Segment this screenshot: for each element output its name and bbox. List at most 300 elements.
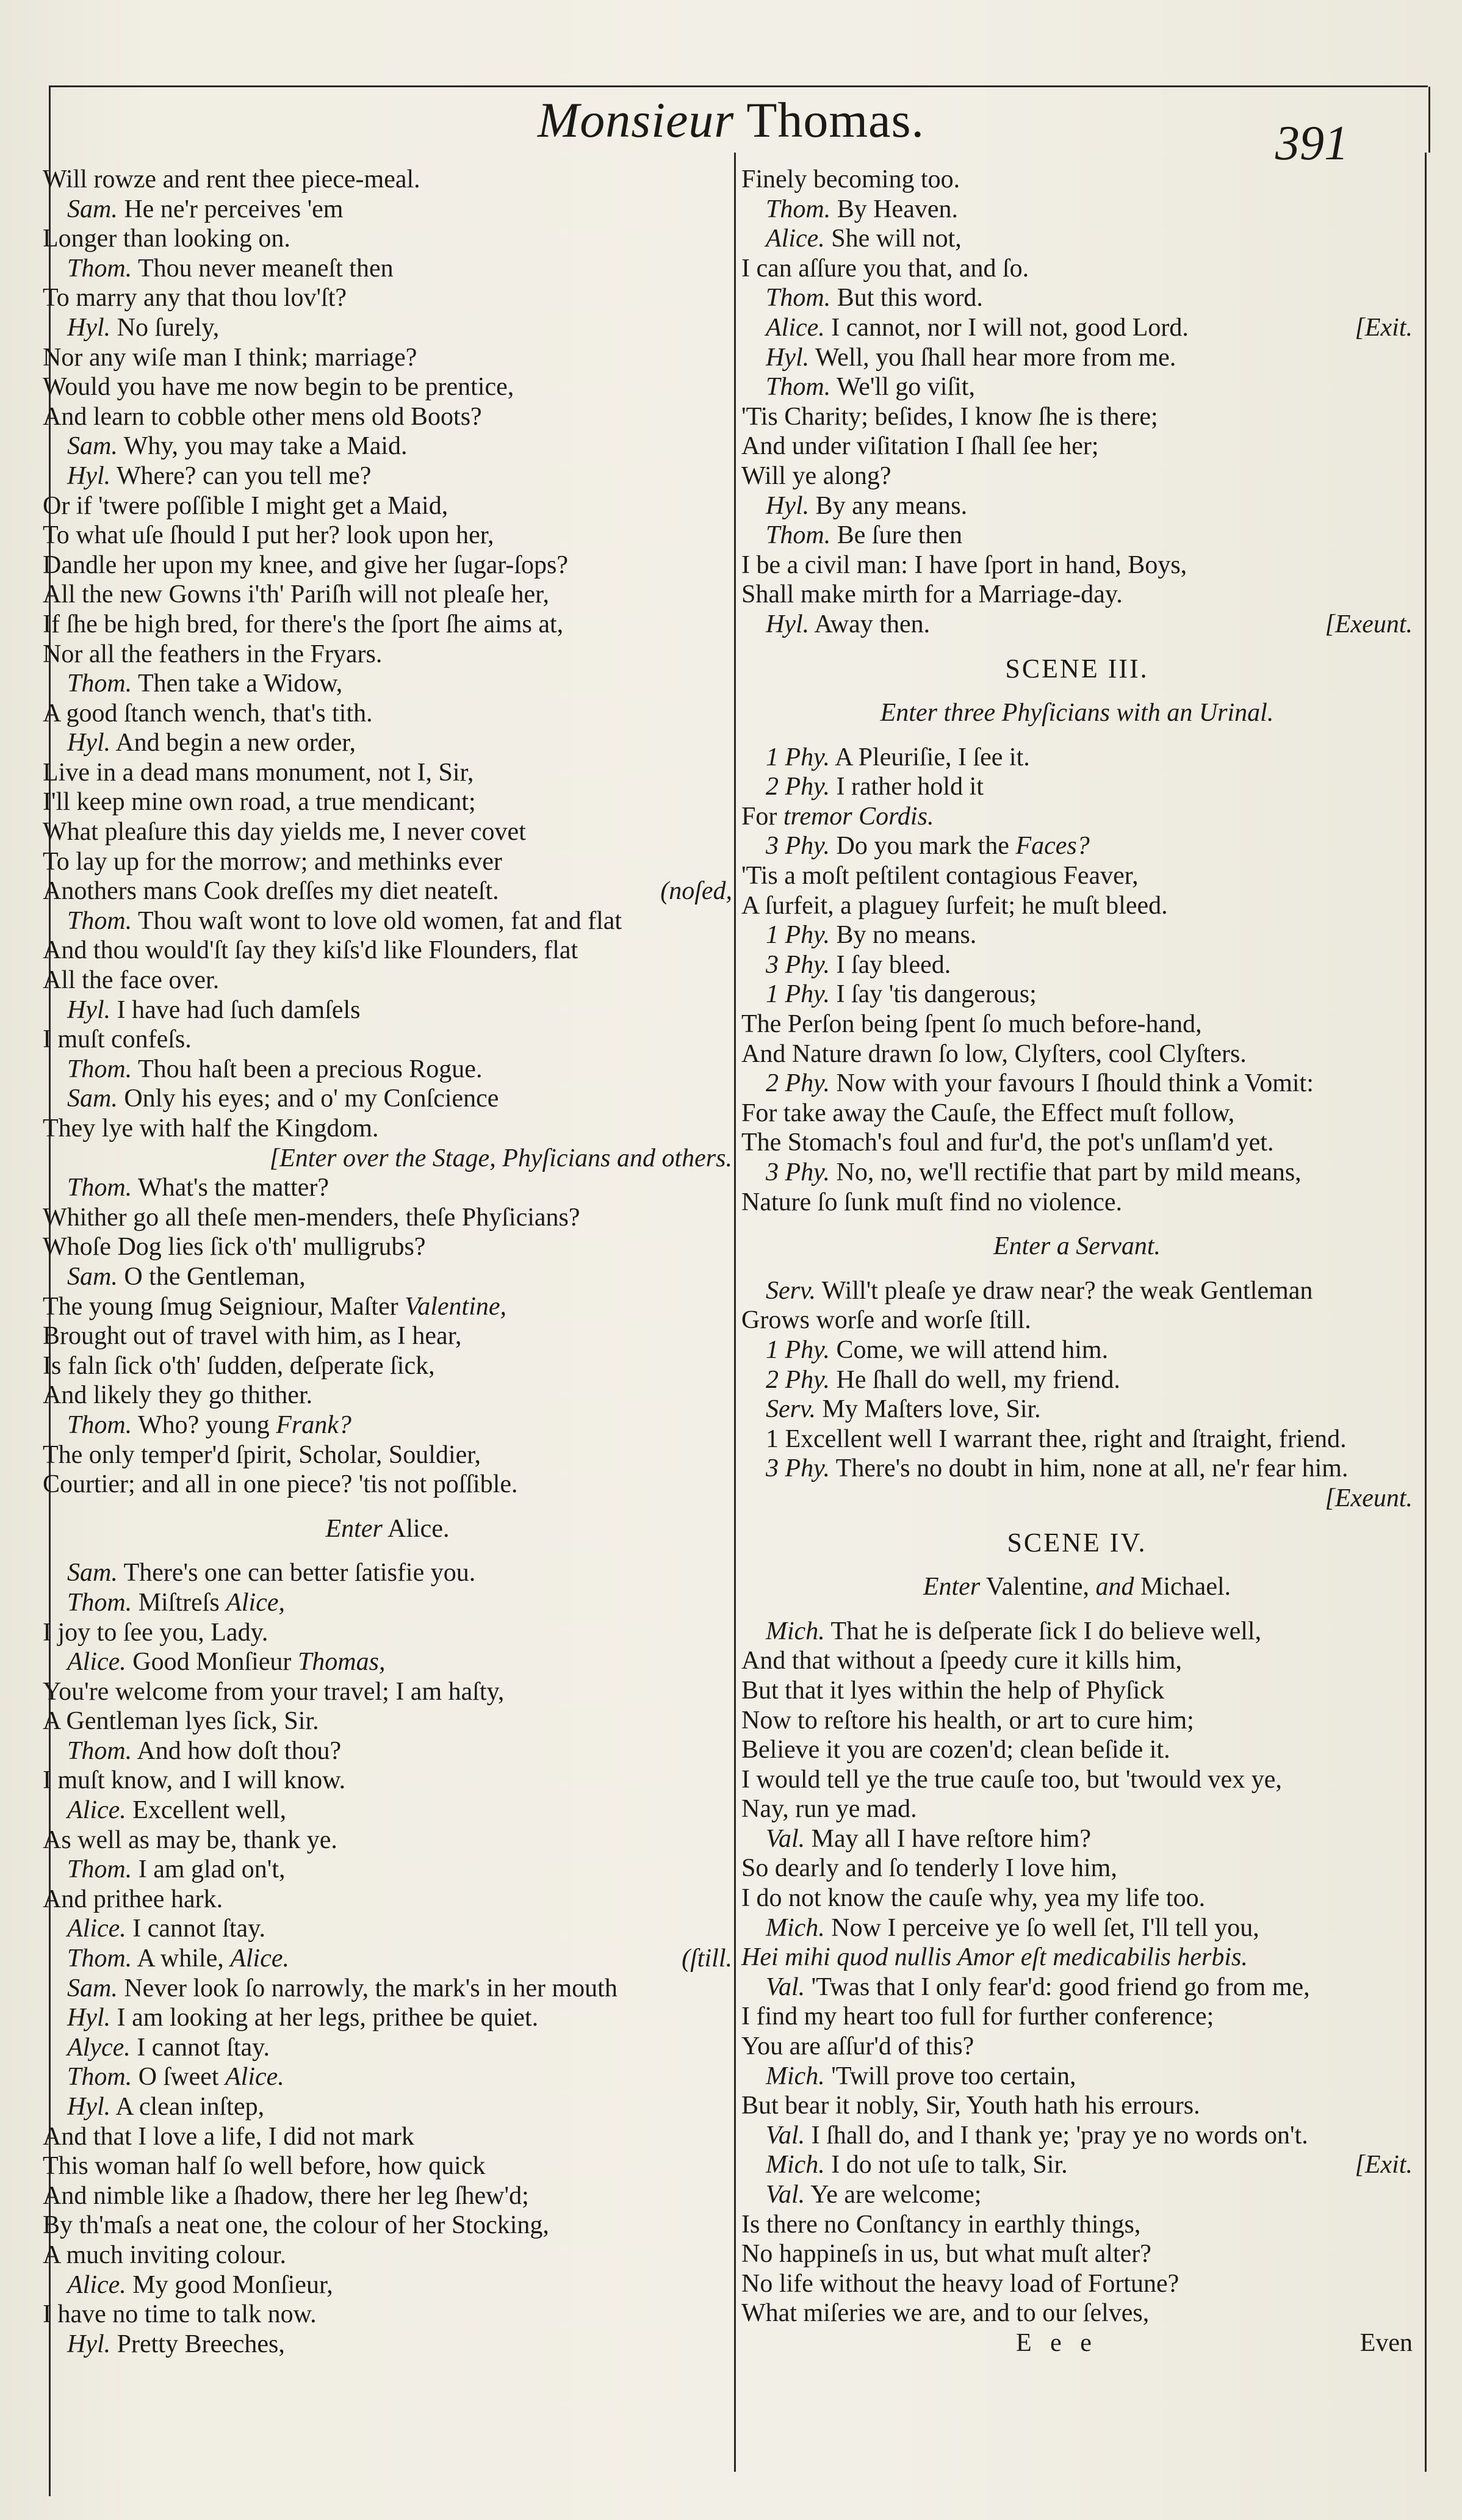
speech-line — [741, 2150, 1413, 2180]
page-number: 391 — [1275, 117, 1349, 170]
spacer — [741, 1514, 1413, 1528]
margin-direction: [Exeunt. — [1325, 610, 1413, 638]
speaker-name: 1 Phy. — [766, 743, 830, 771]
verse-line — [741, 461, 1413, 491]
entrance-character: Valentine, — [980, 1573, 1096, 1601]
line-text: For — [741, 802, 783, 831]
verse-line — [43, 2240, 732, 2270]
speech-line — [43, 313, 732, 343]
line-text: Courtier; and all in one piece? 'tis not poſſible. — [43, 1470, 518, 1499]
speech-line — [741, 521, 1413, 551]
speech-line — [43, 1796, 732, 1825]
line-text: No, no, we'll rectifie that part by mild means, — [829, 1158, 1302, 1186]
line-text: Believe it you are cozen'd; clean beſide it. — [741, 1736, 1170, 1764]
speech-line — [43, 1855, 732, 1885]
verse-line — [43, 521, 732, 551]
line-text: I muſt know, and I will know. — [43, 1766, 346, 1795]
line-text: Only his eyes; and o' my Conſcience — [117, 1085, 499, 1113]
line-text: To what uſe ſhould I put her? look upon her, — [43, 521, 494, 550]
verse-line — [741, 1009, 1413, 1039]
verse-line — [43, 1825, 732, 1855]
verse-line — [741, 431, 1413, 461]
line-text: Now to reſtore his health, or art to cure him; — [741, 1706, 1194, 1735]
speaker-name: Alyce. — [67, 2033, 131, 2062]
line-text: Nature ſo ſunk muſt find no violence. — [741, 1188, 1123, 1216]
speech-line — [43, 2062, 732, 2092]
speaker-name: 1 Phy. — [766, 921, 830, 950]
line-text: But this word. — [830, 284, 983, 312]
speaker-name: Alice. — [67, 1915, 126, 1943]
speaker-name: Hyl. — [67, 461, 111, 490]
line-text: You're welcome from your travel; I am haſty, — [43, 1677, 505, 1706]
line-text: Now with your favours I ſhould think a Vomit: — [829, 1069, 1314, 1098]
line-text: Come, we will attend him. — [829, 1335, 1109, 1364]
margin-direction: (ſtill. — [682, 1944, 732, 1973]
verse-line — [43, 699, 732, 729]
verse-line — [43, 2181, 732, 2211]
stage-direction — [43, 1144, 732, 1174]
line-text: A clean inſtep, — [110, 2093, 265, 2121]
line-text: 1 Excellent well I warrant thee, right and ſtraight, friend. — [766, 1424, 1347, 1453]
speaker-name: 3 Phy. — [766, 1158, 830, 1186]
speech-line — [43, 2092, 732, 2122]
line-text: We'll go viſit, — [830, 373, 975, 402]
verse-line — [741, 1794, 1413, 1824]
line-text: That he is deſperate ſick I do believe well, — [824, 1617, 1262, 1645]
speaker-name: Serv. — [766, 1276, 816, 1305]
speaker-name: Alice. — [766, 313, 825, 342]
line-text: What's the matter? — [132, 1174, 329, 1202]
verse-line — [43, 1114, 732, 1144]
speaker-name: Thom. — [766, 195, 831, 223]
speaker-name: Sam. — [67, 1974, 118, 2002]
speaker-name: Thom. — [67, 1174, 132, 1202]
speaker-name: Hyl. — [67, 2093, 111, 2121]
speech-line — [741, 743, 1413, 773]
line-text: I ſay bleed. — [829, 950, 951, 979]
speech-line — [43, 254, 732, 284]
speaker-name: Thom. — [766, 284, 831, 312]
line-text: I ſhall do, and I thank ye; 'pray ye no words on't. — [805, 2121, 1308, 2150]
speech-line — [43, 906, 732, 936]
verse-line — [43, 758, 732, 788]
stage-direction-text: [Enter over the Stage, Phyſicians and others. — [269, 1144, 732, 1172]
spacer — [741, 684, 1413, 698]
line-text: A Pleuriſie, I ſee it. — [829, 743, 1030, 771]
line-text: Finely becoming too. — [741, 165, 960, 193]
line-text: Nor all the feathers in the Fryars. — [43, 640, 383, 668]
line-text: And that without a ſpeedy cure it kills him, — [741, 1647, 1183, 1675]
entrance-character: Michael. — [1134, 1573, 1231, 1601]
verse-line — [43, 817, 732, 847]
line-text: Will rowze and rent thee piece-meal. — [43, 165, 420, 193]
scene-heading — [741, 654, 1413, 684]
verse-line — [741, 402, 1413, 432]
line-text: The Perſon being ſpent ſo much before-hand, — [741, 1010, 1202, 1039]
line-text: 'Twas that I only fear'd: good friend go from me, — [805, 1973, 1310, 2001]
line-text: And under viſitation I ſhall ſee her; — [741, 432, 1099, 461]
line-text: Thou never meaneſt then — [132, 254, 394, 283]
speech-line — [43, 728, 732, 758]
verse-line — [741, 2032, 1413, 2062]
verse-line — [741, 2091, 1413, 2121]
speaker-name: 3 Phy. — [766, 832, 830, 861]
speech-line — [741, 980, 1413, 1009]
line-text: Where? can you tell me? — [110, 461, 372, 490]
speaker-name: Mich. — [766, 2151, 825, 2179]
line-text: 'Twill prove too certain, — [824, 2062, 1076, 2090]
speaker-name: Alice. — [67, 2270, 126, 2299]
speaker-name: Thom. — [766, 373, 831, 402]
line-text: 'Tis Charity; beſides, I know ſhe is there; — [741, 402, 1158, 431]
verse-line — [741, 1424, 1413, 1454]
italic-name: Alice, — [226, 1588, 285, 1617]
line-text: I cannot, nor I will not, good Lord. — [824, 313, 1189, 342]
speaker-name: Thom. — [67, 906, 132, 935]
speech-line — [43, 669, 732, 699]
verse-line — [43, 936, 732, 966]
speech-line — [741, 1454, 1413, 1484]
verse-line — [43, 551, 732, 580]
speech-line — [741, 1913, 1413, 1943]
verse-line — [43, 372, 732, 402]
speech-line — [43, 1262, 732, 1292]
speech-line — [741, 1365, 1413, 1395]
line-text: No ſurely, — [110, 313, 220, 342]
verse-line — [43, 165, 732, 195]
line-text: Would you have me now begin to be prentice, — [43, 373, 514, 402]
speech-line — [741, 1069, 1413, 1099]
line-text: Is there no Conſtancy in earthly things, — [741, 2210, 1141, 2239]
verse-line — [43, 1470, 732, 1500]
scene-title: SCENE IV. — [1007, 1527, 1147, 1558]
spacer — [741, 728, 1413, 743]
speech-line — [43, 2270, 732, 2300]
speaker-name: Thom. — [67, 1055, 132, 1083]
speech-line — [741, 1973, 1413, 2002]
line-text: By no means. — [829, 921, 977, 950]
speech-line — [43, 461, 732, 491]
verse-line — [741, 1735, 1413, 1765]
latin-text: Hei mihi quod nullis Amor eſt medicabilis herbis. — [741, 1943, 1248, 1972]
spacer — [741, 1217, 1413, 1232]
verse-line — [741, 580, 1413, 610]
line-text: A much inviting colour. — [43, 2240, 286, 2269]
speaker-name: 1 Phy. — [766, 1335, 830, 1364]
verse-line — [741, 861, 1413, 891]
line-text: And prithee hark. — [43, 1885, 223, 1913]
line-text: Nay, run ye mad. — [741, 1795, 917, 1824]
line-text: By Heaven. — [830, 195, 958, 223]
speaker-name: Thom. — [766, 521, 831, 550]
line-text: By th'maſs a neat one, the colour of her Stocking, — [43, 2211, 549, 2240]
speaker-name: Val. — [766, 2121, 805, 2150]
line-text: My Maſters love, Sir. — [816, 1395, 1041, 1424]
running-title-rest: Thomas. — [734, 92, 924, 148]
verse-line — [43, 2300, 732, 2330]
speech-line — [43, 1084, 732, 1114]
line-text: So dearly and ſo tenderly I love him, — [741, 1854, 1117, 1883]
verse-line — [741, 254, 1413, 284]
line-text: Will ye along? — [741, 461, 891, 490]
verse-line — [43, 402, 732, 432]
line-text: And begin a new order, — [110, 729, 356, 757]
speaker-name: Thom. — [67, 2063, 132, 2092]
verse-line — [43, 1292, 732, 1322]
speaker-name: Thom. — [67, 1410, 132, 1439]
verse-line — [741, 1883, 1413, 1913]
verse-line — [43, 876, 732, 906]
line-text: Why, you may take a Maid. — [117, 432, 408, 461]
line-text: Miſtreſs — [132, 1588, 226, 1617]
speaker-name: Val. — [766, 1973, 805, 2001]
speaker-name: Hyl. — [67, 729, 111, 757]
speaker-name: 2 Phy. — [766, 773, 830, 801]
line-text: All the new Gowns i'th' Pariſh will not pleaſe her, — [43, 580, 549, 609]
line-text: The young ſmug Seigniour, Maſter — [43, 1292, 405, 1321]
line-text: I find my heart too full for further conference; — [741, 2002, 1214, 2031]
speech-line — [741, 224, 1413, 254]
margin-direction: [Exit. — [1355, 313, 1413, 342]
speaker-name: Thom. — [67, 1588, 132, 1617]
italic-name: Faces? — [1015, 832, 1090, 861]
line-text: I'll keep mine own road, a true mendicant; — [43, 788, 476, 817]
line-text: Shall make mirth for a Marriage-day. — [741, 580, 1123, 609]
line-text: Do you mark the — [829, 832, 1016, 861]
line-text: Longer than looking on. — [43, 225, 290, 253]
speaker-name: 3 Phy. — [766, 950, 830, 979]
speaker-name: Mich. — [766, 2062, 825, 2090]
verse-line — [43, 1706, 732, 1736]
speaker-name: Thom. — [67, 1736, 132, 1765]
speech-line — [741, 1617, 1413, 1647]
line-text: But bear it nobly, Sir, Youth hath his errours. — [741, 2092, 1200, 2120]
line-text: I can aſſure you that, and ſo. — [741, 254, 1029, 283]
speech-line — [43, 431, 732, 461]
speech-line — [43, 1736, 732, 1766]
line-text: May all I have reſtore him? — [805, 1824, 1091, 1853]
verse-line — [741, 551, 1413, 580]
line-text: For take away the Cauſe, the Effect muſt follow, — [741, 1099, 1235, 1127]
verse-line — [43, 1381, 732, 1410]
line-text: And learn to cobble other mens old Boots? — [43, 402, 482, 431]
line-text: All the face over. — [43, 966, 220, 995]
speaker-name: Hyl. — [67, 2330, 111, 2358]
line-text: Dandle her upon my knee, and give her ſugar-ſops? — [43, 551, 569, 579]
line-text: I do not know the cauſe why, yea my life too. — [741, 1884, 1206, 1913]
line-text: Or if 'twere poſſible I might get a Maid, — [43, 491, 448, 520]
speech-line — [43, 1558, 732, 1588]
speech-line — [43, 1974, 732, 2004]
verse-line — [741, 1305, 1413, 1335]
verse-line — [43, 2151, 732, 2181]
verse-line — [43, 1440, 732, 1470]
speech-line — [741, 831, 1413, 861]
verse-line — [741, 2269, 1413, 2299]
signature-mark: E e e — [1016, 2328, 1098, 2357]
line-text: Brought out of travel with him, as I hear, — [43, 1322, 462, 1351]
speech-line — [43, 2003, 732, 2033]
latin-quotation — [741, 1943, 1413, 1973]
verse-line — [43, 1766, 732, 1796]
speech-line — [741, 1824, 1413, 1854]
verse-line — [741, 1188, 1413, 1218]
verse-line — [43, 787, 732, 817]
italic-name: Alice. — [225, 2063, 284, 2092]
line-text: O the Gentleman, — [117, 1262, 306, 1291]
speech-line — [43, 1173, 732, 1203]
running-title-italic: Monsieur — [537, 92, 735, 148]
speech-line — [43, 2033, 732, 2063]
speech-line — [43, 1914, 732, 1944]
line-text: Will't pleaſe ye draw near? the weak Gentleman — [816, 1276, 1313, 1305]
speaker-name: Sam. — [67, 1262, 118, 1291]
line-text: And thou would'ſt ſay they kiſs'd like Flounders, flat — [43, 936, 578, 965]
verse-line — [43, 2122, 732, 2152]
verse-line — [741, 1099, 1413, 1128]
verse-line — [741, 2298, 1413, 2328]
verse-line — [43, 343, 732, 373]
verse-line — [741, 1765, 1413, 1795]
line-text: And nimble like a ſhadow, there her leg ſhew'd; — [43, 2181, 529, 2210]
spacer — [43, 1500, 732, 1514]
speech-line — [741, 283, 1413, 313]
stage-direction-text: [Exeunt. — [1325, 1484, 1413, 1512]
line-text: You are aſſur'd of this? — [741, 2032, 974, 2061]
speaker-name: 2 Phy. — [766, 1365, 830, 1394]
verse-line — [741, 2210, 1413, 2240]
line-text: The Stomach's foul and fur'd, the pot's unſlam'd yet. — [741, 1128, 1274, 1157]
verse-line — [43, 640, 732, 670]
speech-line — [741, 920, 1413, 950]
speaker-name: Alice. — [67, 1648, 126, 1677]
stage-direction-text: Enter a Servant. — [993, 1232, 1161, 1261]
speech-line — [43, 1647, 732, 1677]
verse-line — [741, 891, 1413, 921]
verse-line — [741, 802, 1413, 832]
line-text: Now I perceive ye ſo well ſet, I'll tell you, — [824, 1913, 1259, 1942]
verse-line — [43, 1618, 732, 1648]
line-text: Who? young — [132, 1410, 276, 1439]
right-border-rule — [1425, 153, 1427, 2472]
speech-line — [43, 995, 732, 1025]
verse-line — [43, 580, 732, 610]
line-text: I cannot ſtay. — [126, 1915, 265, 1943]
speech-line — [741, 1335, 1413, 1365]
line-text: I have had ſuch damſels — [110, 995, 361, 1024]
line-text: To marry any that thou lov'ſt? — [43, 284, 347, 312]
line-text: Then take a Widow, — [132, 670, 343, 698]
line-text: Good Monſieur — [126, 1648, 298, 1677]
speaker-name: Alice. — [67, 1796, 126, 1825]
entrance-direction — [741, 1572, 1413, 1602]
speaker-name: Thom. — [67, 1944, 132, 1973]
speech-line — [741, 195, 1413, 225]
italic-name: Valentine, — [405, 1292, 507, 1321]
speech-line — [741, 343, 1413, 373]
line-text: Grows worſe and worſe ſtill. — [741, 1306, 1031, 1335]
right-column — [741, 165, 1413, 2358]
line-text: Never look ſo narrowly, the mark's in her mouth — [117, 1974, 618, 2002]
speaker-name: Val. — [766, 2181, 805, 2209]
line-text: Well, you ſhall hear more from me. — [809, 343, 1176, 372]
line-text: He ſhall do well, my friend. — [829, 1365, 1120, 1394]
verse-line — [741, 1646, 1413, 1676]
speech-line — [741, 1276, 1413, 1306]
speaker-name: Val. — [766, 1824, 805, 1853]
speaker-name: Mich. — [766, 1617, 825, 1645]
line-text: But that it lyes within the help of Phyſick — [741, 1676, 1164, 1705]
left-column — [43, 165, 732, 2359]
verse-line — [741, 1706, 1413, 1736]
speech-line — [43, 195, 732, 225]
verse-line — [43, 1351, 732, 1381]
line-text: My good Monſieur, — [126, 2270, 333, 2299]
speaker-name: Alice. — [766, 225, 825, 253]
speaker-name: Sam. — [67, 1085, 118, 1113]
line-text: No happineſs in us, but what muſt alter? — [741, 2240, 1151, 2269]
speaker-name: 3 Phy. — [766, 1454, 830, 1483]
line-text: I am looking at her legs, prithee be quiet. — [110, 2004, 539, 2032]
catchword: Even — [1359, 2328, 1413, 2357]
line-text: By any means. — [809, 491, 968, 520]
line-text: I be a civil man: I have ſport in hand, Boys, — [741, 551, 1187, 579]
line-text: Is faln ſick o'th' ſudden, deſperate ſick, — [43, 1351, 435, 1380]
speech-line — [43, 2330, 732, 2359]
verse-line — [741, 1854, 1413, 1883]
speech-line — [43, 1410, 732, 1440]
line-text: I joy to ſee you, Lady. — [43, 1618, 268, 1647]
speaker-name: Hyl. — [67, 2004, 111, 2032]
stage-direction-text: Enter three Phyſicians with an Urinal. — [880, 699, 1274, 727]
verse-line — [741, 165, 1413, 195]
speaker-name: Sam. — [67, 432, 118, 461]
line-text: I rather hold it — [829, 773, 984, 801]
italic-name: Thomas, — [297, 1648, 386, 1677]
speech-line — [741, 372, 1413, 402]
line-text: As well as may be, thank ye. — [43, 1825, 337, 1854]
verse-line — [43, 966, 732, 995]
speech-line — [741, 313, 1413, 343]
line-text: The only temper'd ſpirit, Scholar, Souldier, — [43, 1440, 481, 1469]
verse-line — [43, 847, 732, 877]
entrance-enter: Enter — [923, 1573, 981, 1601]
speech-line — [741, 491, 1413, 521]
verse-line — [741, 1676, 1413, 1706]
line-text: He ne'r perceives 'em — [117, 195, 344, 223]
line-text: What pleaſure this day yields me, I never covet — [43, 818, 526, 847]
speaker-name: Thom. — [67, 254, 132, 283]
speaker-name: Hyl. — [766, 491, 810, 520]
line-text: Thou waſt wont to love old women, fat and flat — [132, 906, 622, 935]
verse-line — [43, 283, 732, 313]
entrance-enter: Enter — [325, 1514, 383, 1543]
verse-line — [741, 1128, 1413, 1158]
speaker-name: Serv. — [766, 1395, 816, 1424]
column-divider — [734, 153, 736, 2472]
line-text: Live in a dead mans monument, not I, Sir, — [43, 758, 474, 787]
line-text: I have no time to talk now. — [43, 2300, 317, 2329]
line-text: Nor any wiſe man I think; marriage? — [43, 343, 417, 372]
speaker-name: Mich. — [766, 1913, 825, 1942]
line-text: And how doſt thou? — [132, 1736, 342, 1765]
line-text: Pretty Breeches, — [110, 2330, 285, 2358]
line-text: A good ſtanch wench, that's tith. — [43, 699, 373, 727]
line-text: If ſhe be high bred, for there's the ſport ſhe aims at, — [43, 610, 564, 638]
line-text: There's no doubt in him, none at all, ne'r fear him. — [829, 1454, 1349, 1483]
italic-name: Alice. — [230, 1944, 289, 1973]
line-text: Anothers mans Cook dreſſes my diet neateſt. — [43, 877, 499, 906]
